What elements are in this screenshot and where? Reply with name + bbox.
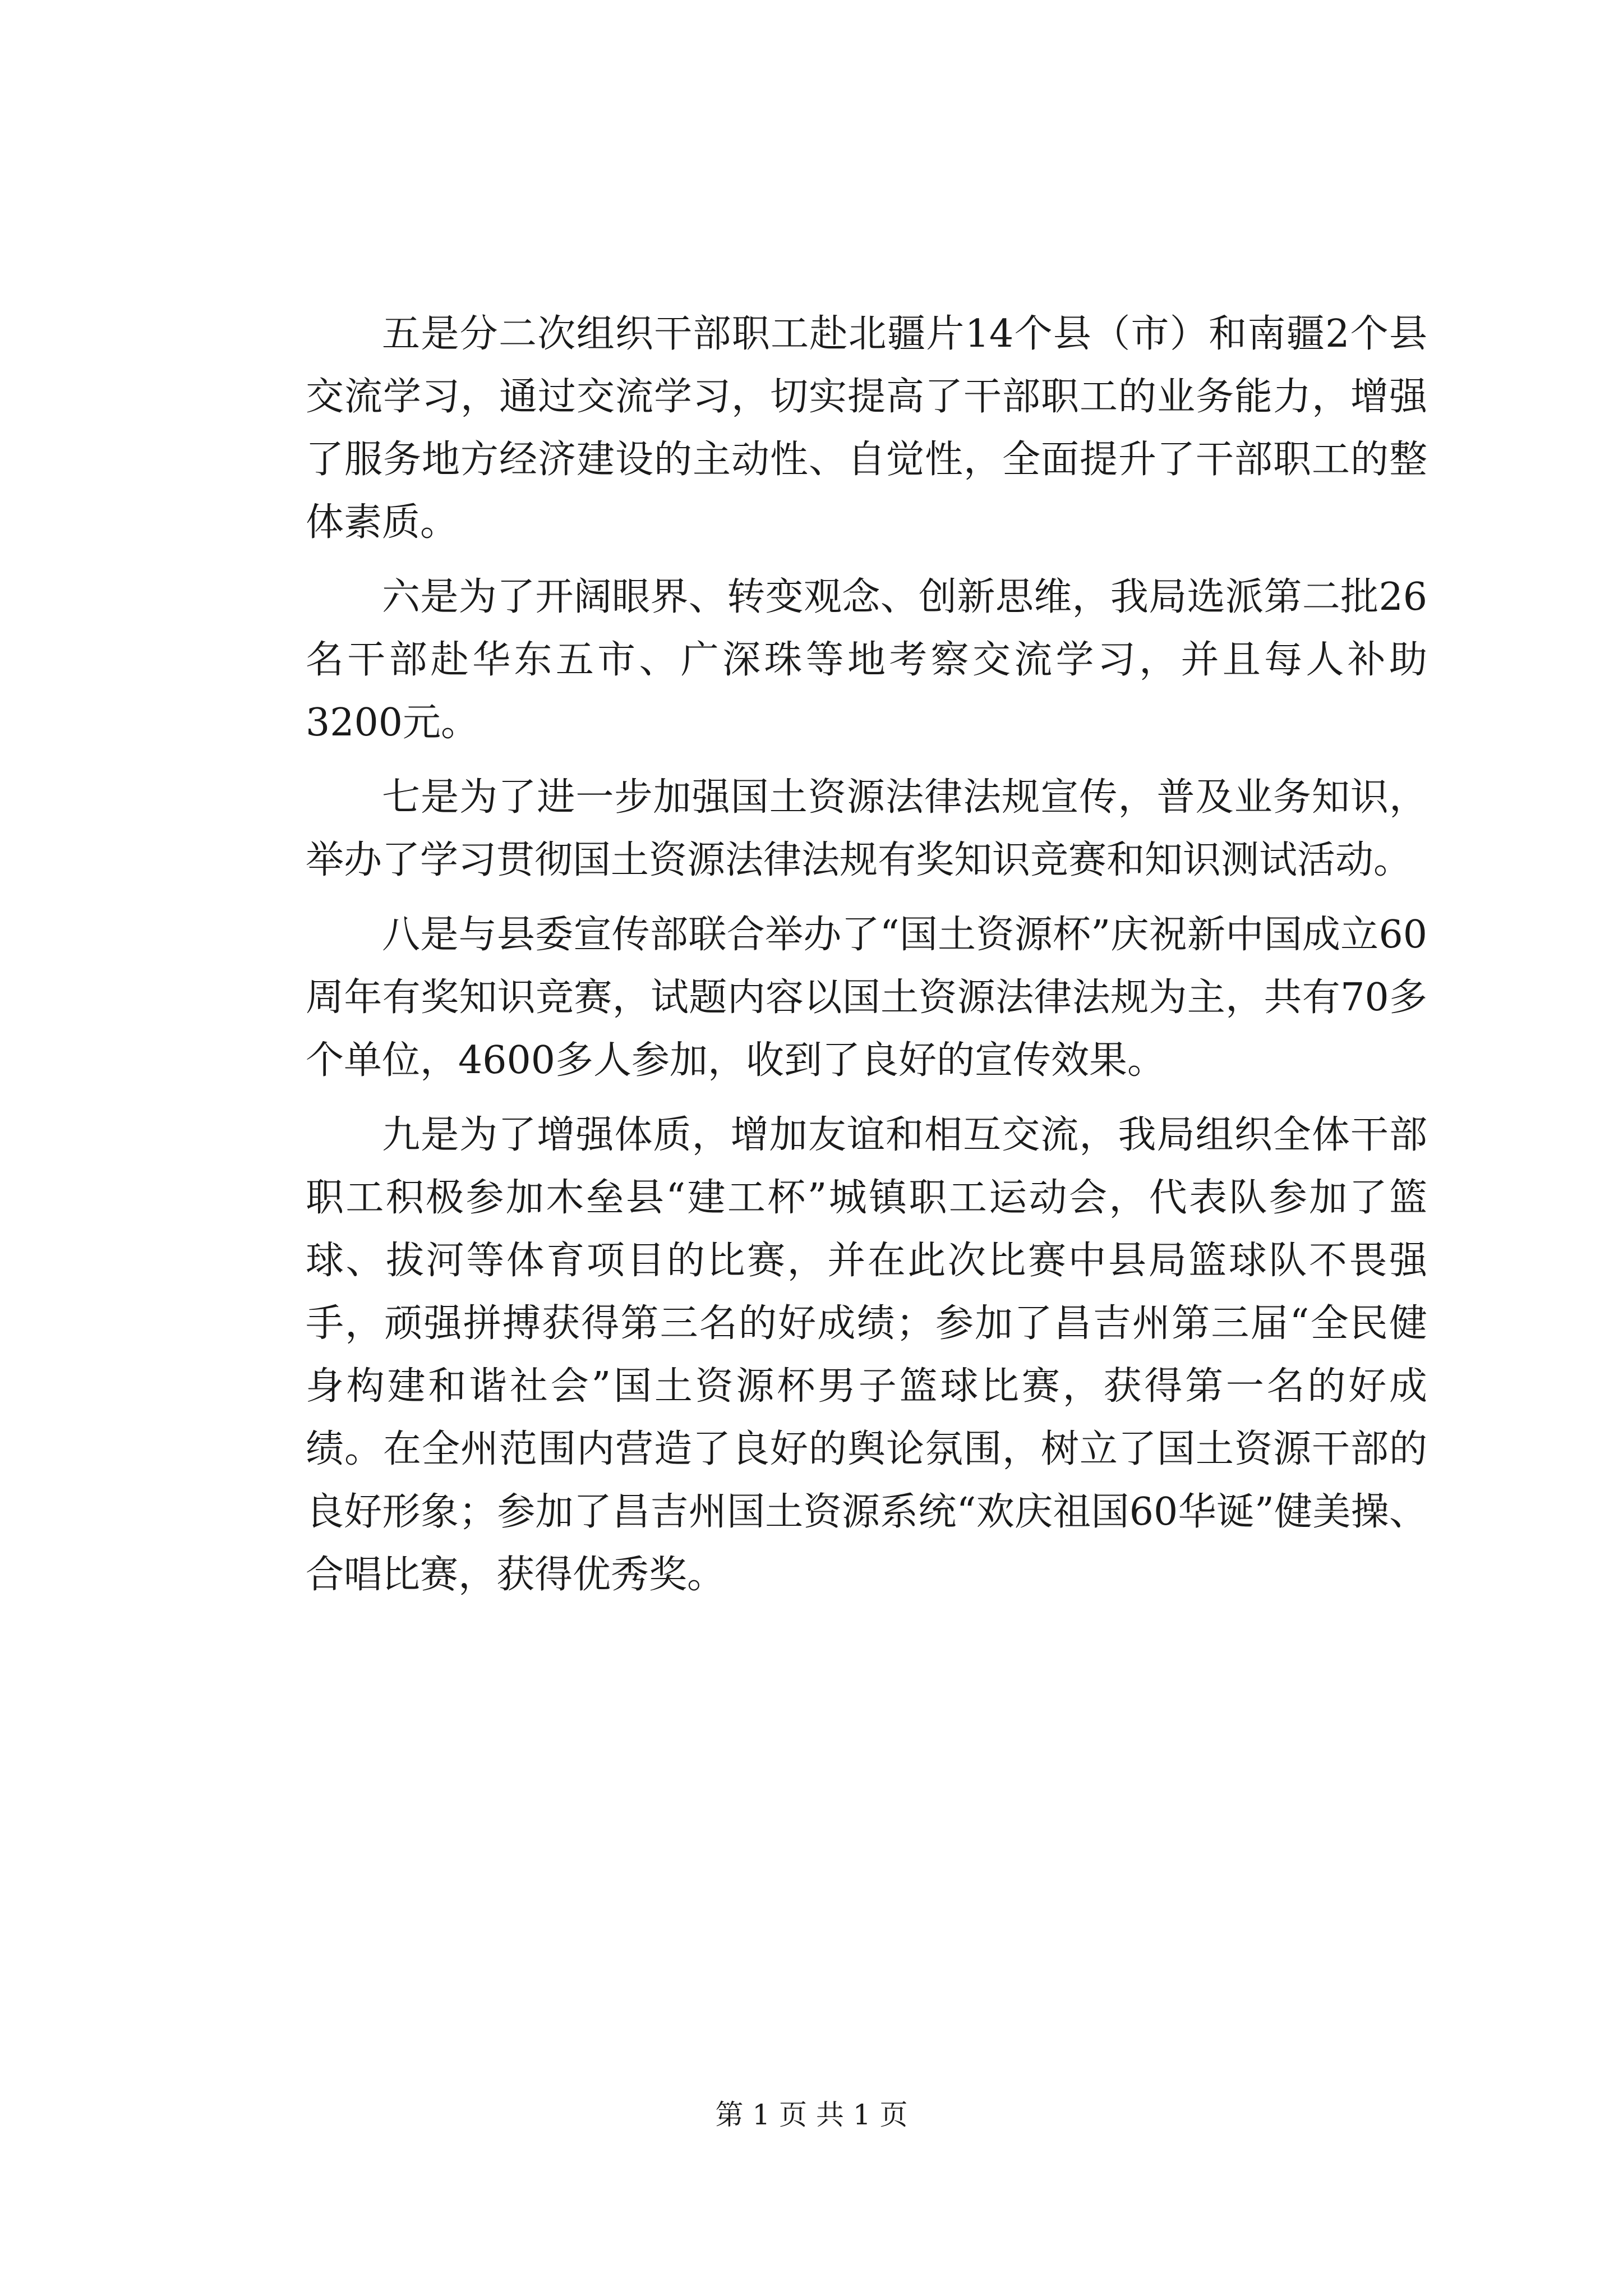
paragraph-5: 五是分二次组织干部职工赴北疆片14个县（市）和南疆2个县交流学习，通过交流学习，切实提高了干部职工的业务能力，增强了服务地方经济建设的主动性、自觉性，全面提升了干部职工的整体素质。 xyxy=(306,312,1427,545)
page-footer: 第 1 页 共 1 页 xyxy=(715,2099,908,2131)
paragraph-6: 六是为了开阔眼界、转变观念、创新思维，我局选派第二批26名干部赴华东五市、广深珠等地考察交流学习，并且每人补助3200元。 xyxy=(306,575,1427,745)
paragraph-7: 七是为了进一步加强国土资源法律法规宣传，普及业务知识，举办了学习贯彻国土资源法律法规有奖知识竞赛和知识测试活动。 xyxy=(306,775,1427,882)
document-body xyxy=(306,303,1427,1618)
paragraph-9: 九是为了增强体质，增加友谊和相互交流，我局组织全体干部职工积极参加木垒县“建工杯”城镇职工运动会，代表队参加了篮球、拔河等体育项目的比赛，并在此次比赛中县局篮球队不畏强手，顽强拼搏获得第三名的好成绩；参加了昌吉州第三届“全民健身构建和谐社会”国土资源杯男子篮球比赛，获得第一名的好成绩。在全州范围内营造了良好的舆论氛围，树立了国土资源干部的良好形象；参加了昌吉州国土资源系统“欢庆祖国60华诞”健美操、合唱比赛，获得优秀奖。 xyxy=(306,1113,1428,1597)
paragraph-8: 八是与县委宣传部联合举办了“国土资源杯”庆祝新中国成立60周年有奖知识竞赛，试题内容以国土资源法律法规为主，共有70多个单位，4600多人参加，收到了良好的宣传效果。 xyxy=(306,913,1427,1083)
